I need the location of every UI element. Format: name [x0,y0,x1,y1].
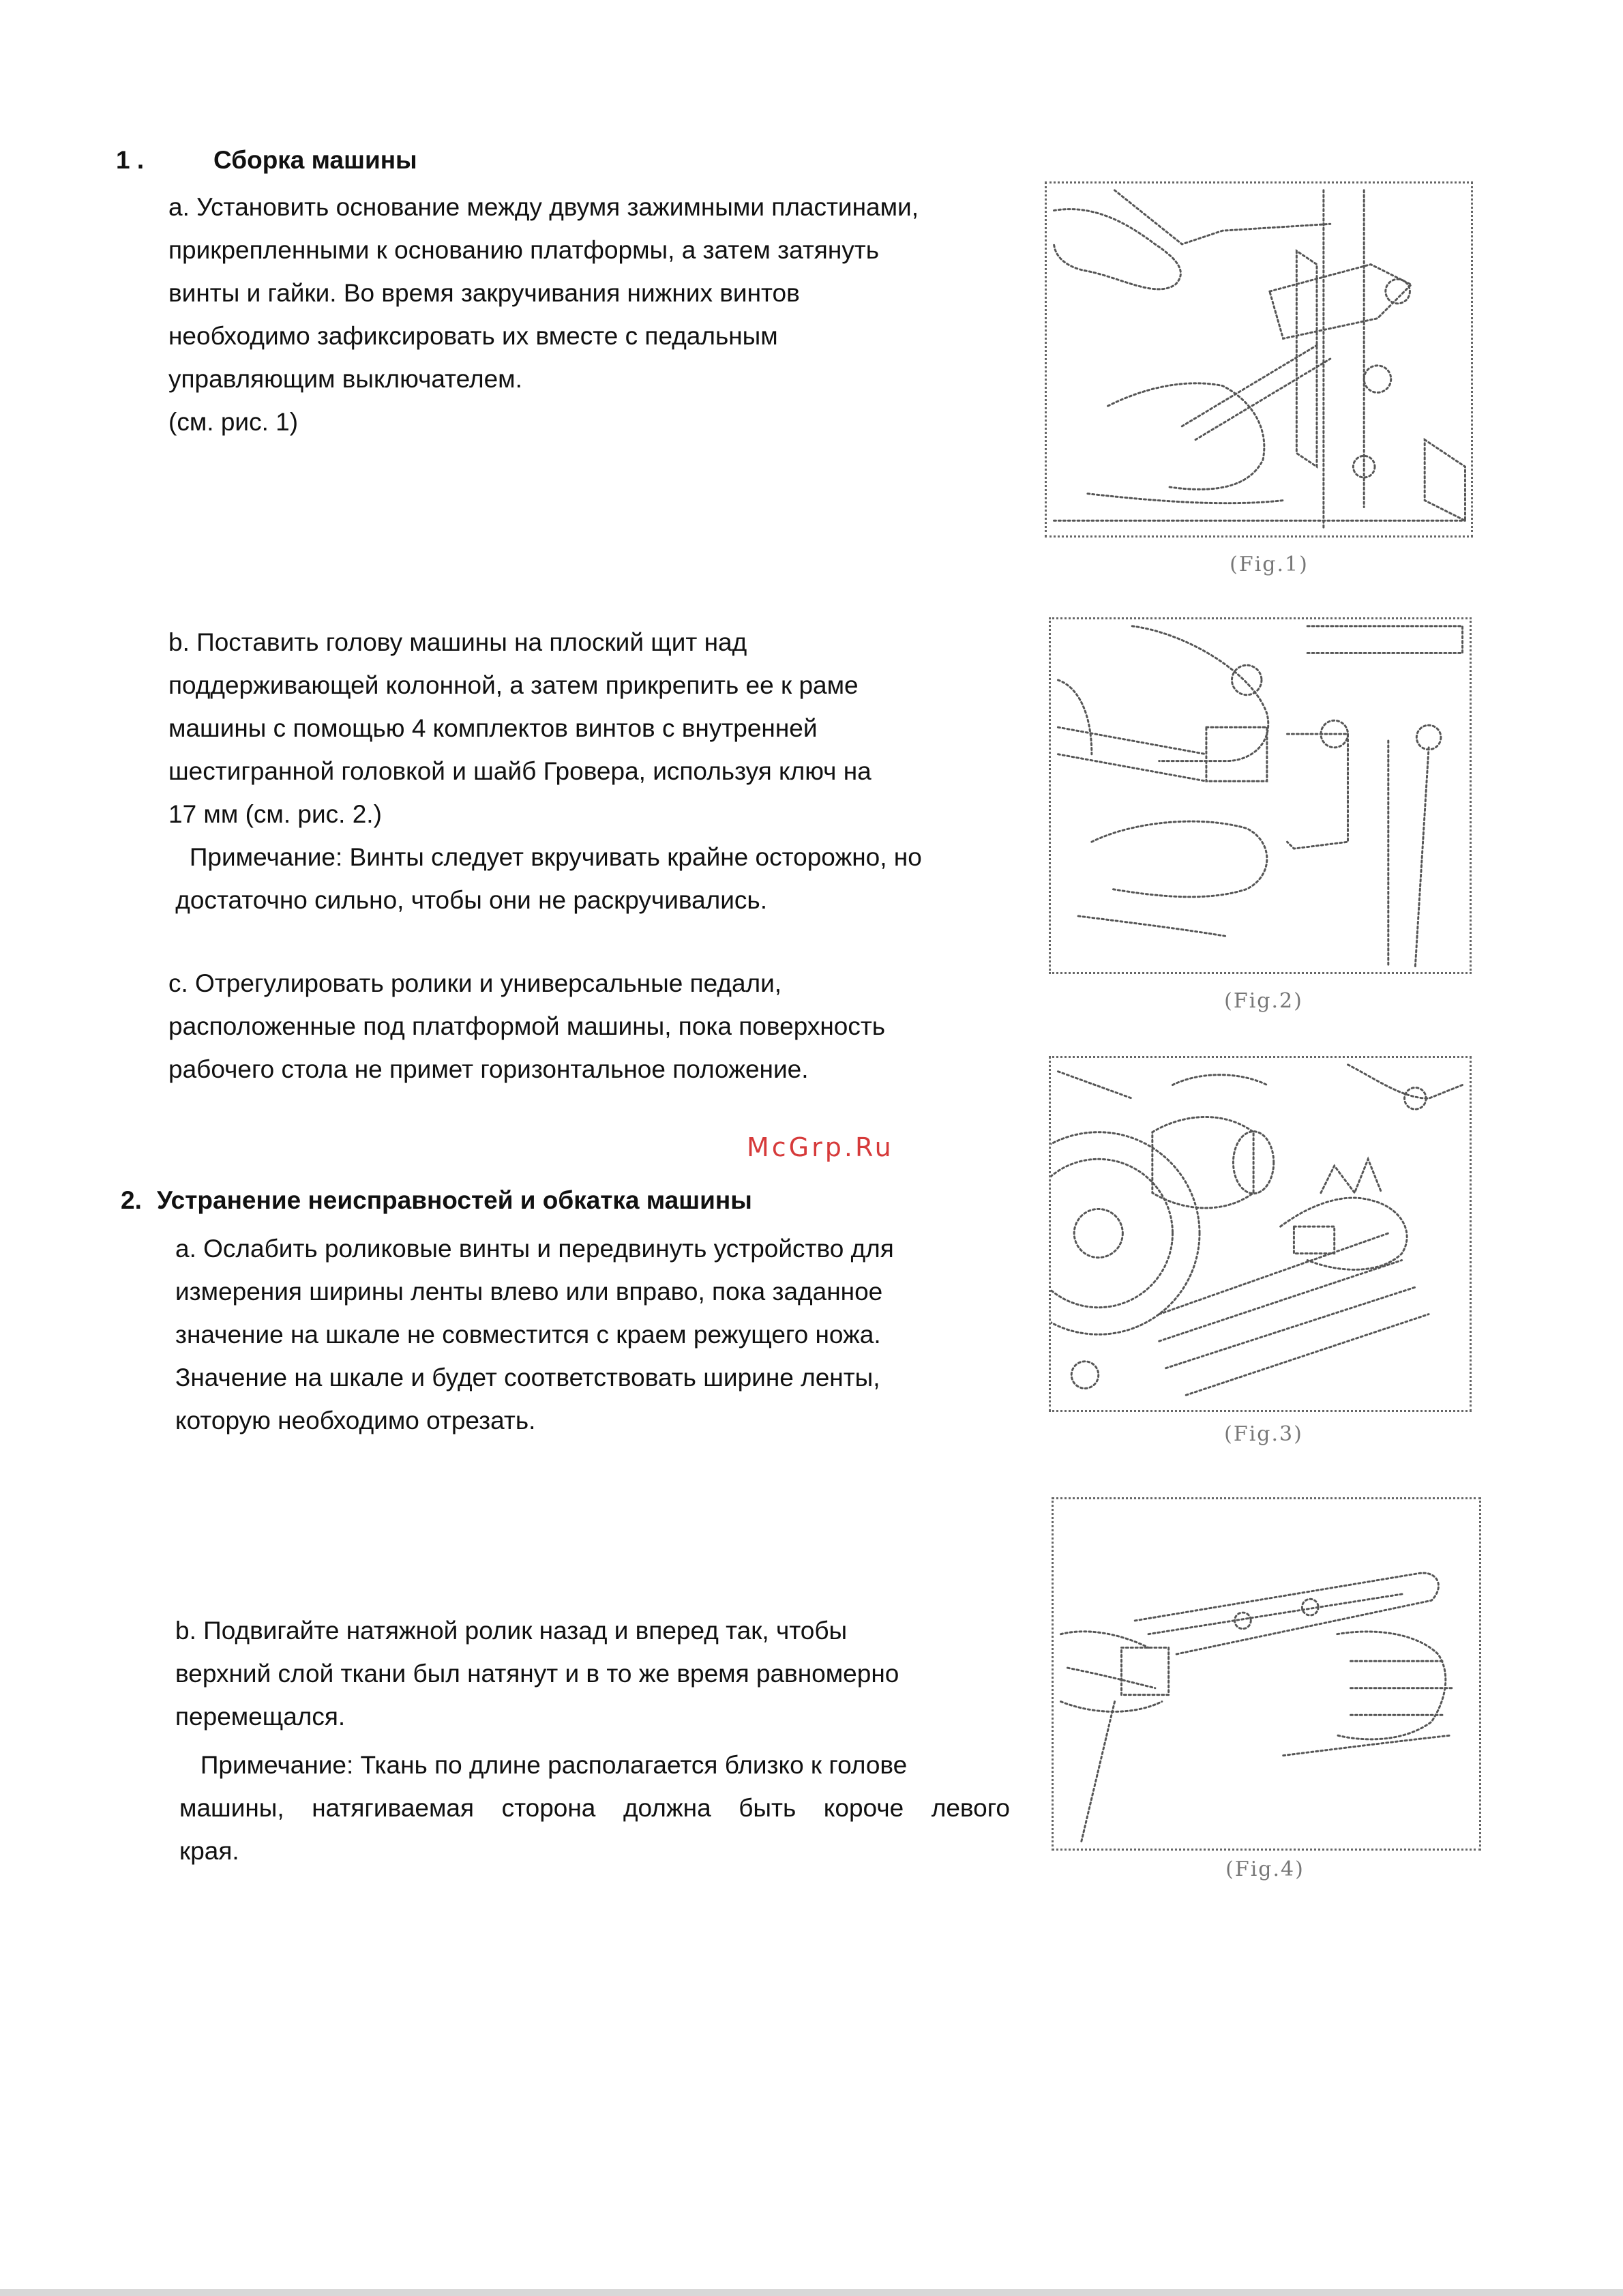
section-2-paragraph-b [175,1609,899,1738]
figure-1-caption: (Fig.1) [1230,553,1309,576]
text-line: b. Подвигайте натяжной ролик назад и вперед так, чтобы [175,1617,848,1645]
text-line: винты и гайки. Во время закручивания нижних винтов [168,279,800,307]
note-line: достаточно сильно, чтобы они не раскручивались. [168,886,767,914]
note-line: Примечание: Ткань по длине располагается близко к голове [179,1751,908,1779]
text-line: (см. рис. 1) [168,408,299,436]
text-line: машины с помощью 4 комплектов винтов с внутренней [168,714,818,742]
section-1-title: Сборка машины [213,146,417,174]
figure-3-caption: (Fig.3) [1224,1422,1303,1446]
figure-2-drawing [1051,619,1470,972]
section-2-number: 2. [121,1186,142,1214]
section-1-paragraph-c [168,962,885,1091]
section-1-paragraph-b [168,621,922,922]
figure-4-caption: (Fig.4) [1225,1857,1305,1881]
figure-2-caption: (Fig.2) [1224,989,1303,1013]
figure-1-drawing [1047,183,1471,535]
text-line: a. Установить основание между двумя зажимными пластинами, [168,193,919,221]
text-line: необходимо зафиксировать их вместе с педальным [168,322,778,350]
watermark: McGrp.Ru [747,1132,894,1162]
text-line: рабочего стола не примет горизонтальное положение. [168,1055,809,1083]
note-line: края. [179,1837,239,1865]
figure-1 [1045,181,1473,538]
figure-3 [1049,1056,1472,1412]
figure-2 [1049,617,1472,974]
section-2-paragraph-a [175,1227,894,1442]
figure-3-drawing [1051,1058,1470,1410]
text-line: шестигранной головкой и шайб Гровера, используя ключ на [168,757,872,785]
text-line: измерения ширины ленты влево или вправо, пока заданное [175,1278,883,1306]
text-line: b. Поставить голову машины на плоский щит над [168,628,747,656]
section-2-note [179,1743,1010,1872]
note-line: Примечание: Винты следует вкручивать крайне осторожно, но [168,843,922,871]
text-line: 17 мм (см. рис. 2.) [168,800,382,828]
text-line: a. Ослабить роликовые винты и передвинуть устройство для [175,1235,894,1263]
text-line: Значение на шкале и будет соответствовать ширине ленты, [175,1364,880,1392]
text-line: верхний слой ткани был натянут и в то же время равномерно [175,1660,899,1688]
text-line: управляющим выключателем. [168,365,522,393]
text-line: расположенные под платформой машины, пока поверхность [168,1012,886,1040]
text-line: поддерживающей колонной, а затем прикрепить ее к раме [168,671,859,699]
text-line: c. Отрегулировать ролики и универсальные педали, [168,969,782,997]
section-1-number: 1 . [116,146,145,174]
text-line: прикрепленными к основанию платформы, а затем затянуть [168,236,879,264]
figure-4 [1052,1497,1481,1851]
section-1-paragraph-a [168,186,919,443]
text-line: перемещался. [175,1703,346,1731]
section-2-title: Устранение неисправностей и обкатка машины [157,1186,752,1214]
note-line: машины, натягиваемая сторона должна быть короче левого [179,1794,1010,1822]
text-line: значение на шкале не совместится с краем режущего ножа. [175,1321,881,1349]
text-line: которую необходимо отрезать. [175,1407,536,1434]
figure-4-drawing [1054,1499,1479,1849]
page-bottom-edge [0,2289,1623,2296]
